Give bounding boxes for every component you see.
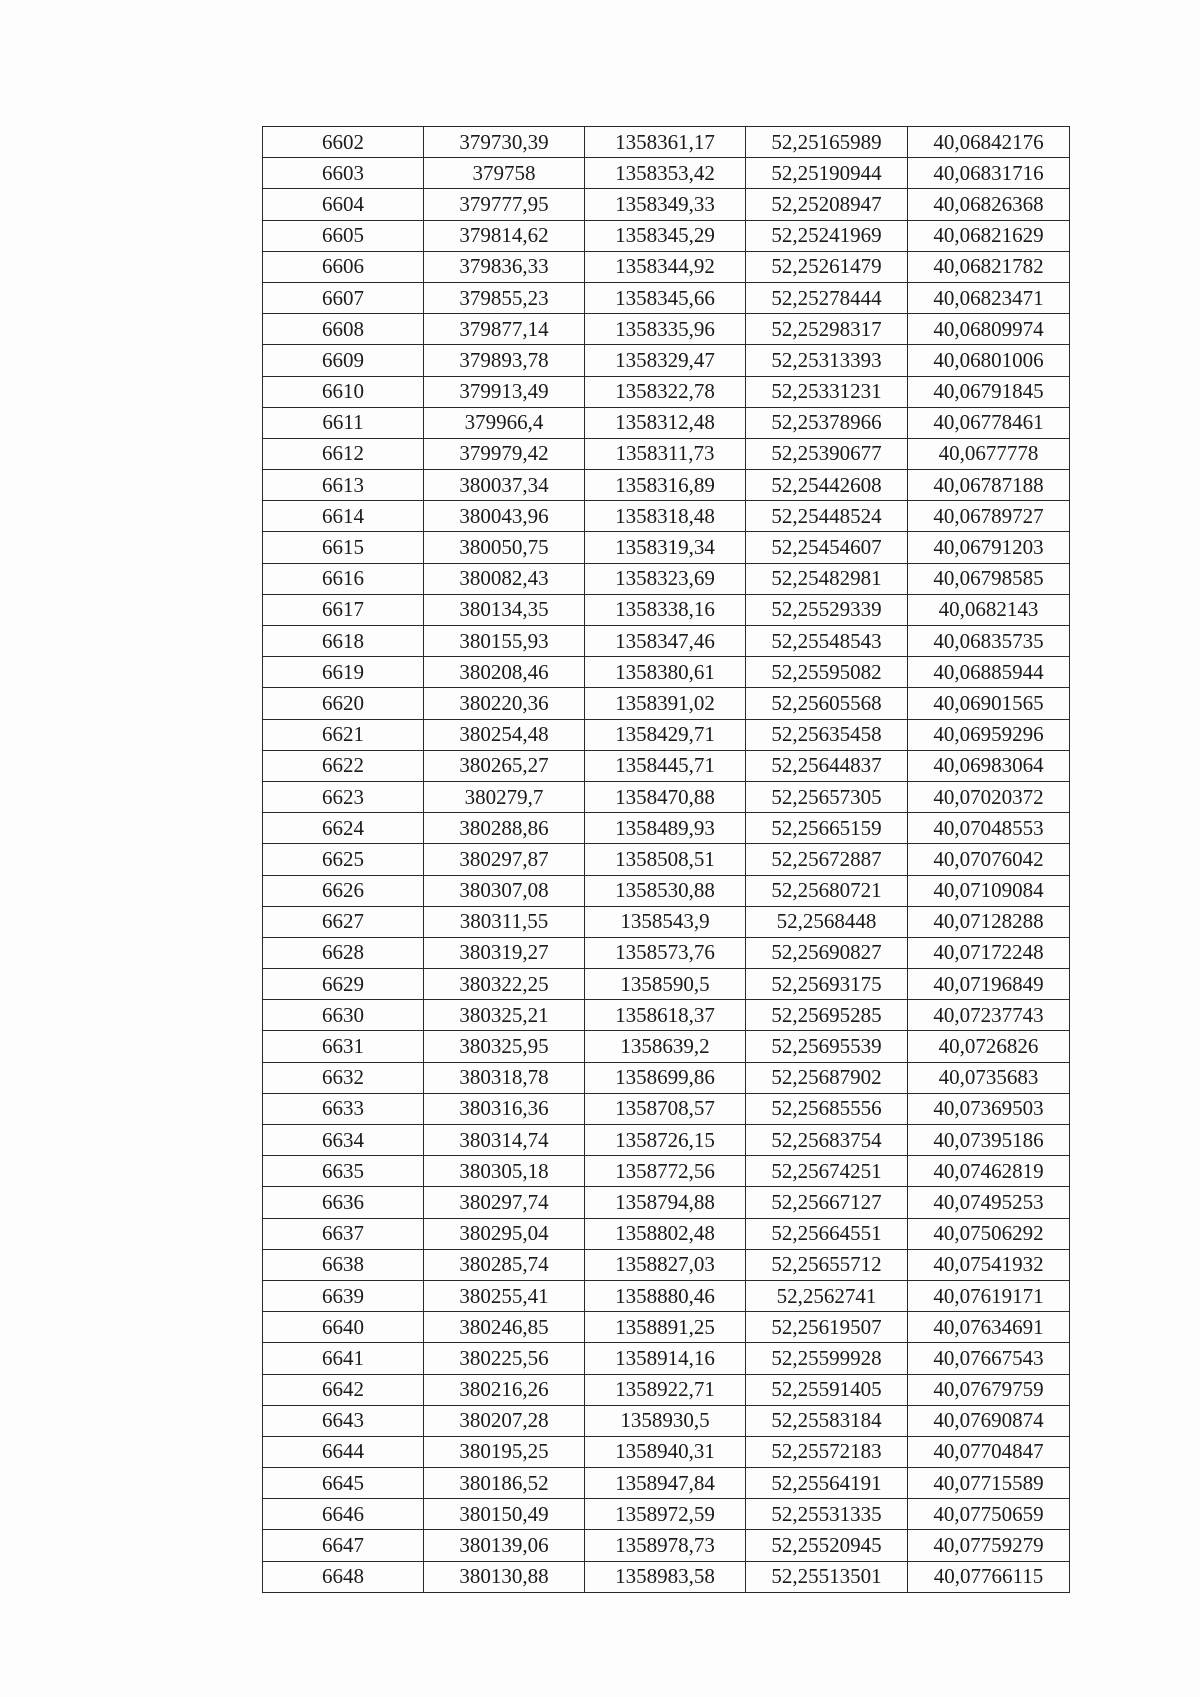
- table-cell: 1358947,84: [585, 1468, 746, 1499]
- table-cell: 6648: [263, 1561, 424, 1592]
- table-cell: 1358345,29: [585, 220, 746, 251]
- table-row: [263, 1436, 1070, 1467]
- table-cell: 6630: [263, 1000, 424, 1031]
- table-row: [263, 844, 1070, 875]
- table-cell: 1358319,34: [585, 532, 746, 563]
- table-cell: 52,25529339: [746, 594, 908, 625]
- table-cell: 379730,39: [424, 127, 585, 158]
- table-cell: 40,07048553: [908, 813, 1070, 844]
- table-cell: 380037,34: [424, 470, 585, 501]
- table-cell: 380279,7: [424, 781, 585, 812]
- table-cell: 40,07196849: [908, 969, 1070, 1000]
- table-cell: 1358699,86: [585, 1062, 746, 1093]
- table-cell: 380208,46: [424, 657, 585, 688]
- table-cell: 1358530,88: [585, 875, 746, 906]
- table-cell: 6626: [263, 875, 424, 906]
- table-row: [263, 251, 1070, 282]
- table-cell: 40,07020372: [908, 781, 1070, 812]
- table-row: [263, 1499, 1070, 1530]
- table-cell: 379979,42: [424, 438, 585, 469]
- table-cell: 380246,85: [424, 1312, 585, 1343]
- table-cell: 1358344,92: [585, 251, 746, 282]
- table-cell: 379855,23: [424, 282, 585, 313]
- table-cell: 6625: [263, 844, 424, 875]
- table-cell: 1358335,96: [585, 314, 746, 345]
- table-cell: 6619: [263, 657, 424, 688]
- table-cell: 1358880,46: [585, 1280, 746, 1311]
- table-row: [263, 906, 1070, 937]
- table-cell: 52,25298317: [746, 314, 908, 345]
- table-row: [263, 563, 1070, 594]
- table-row: [263, 127, 1070, 158]
- table-row: [263, 781, 1070, 812]
- table-cell: 1358329,47: [585, 345, 746, 376]
- table-cell: 40,07128288: [908, 906, 1070, 937]
- table-cell: 379758: [424, 158, 585, 189]
- table-cell: 40,07237743: [908, 1000, 1070, 1031]
- table-cell: 380288,86: [424, 813, 585, 844]
- table-cell: 1358353,42: [585, 158, 746, 189]
- table-cell: 380195,25: [424, 1436, 585, 1467]
- table-row: [263, 438, 1070, 469]
- table-cell: 6613: [263, 470, 424, 501]
- table-cell: 380225,56: [424, 1343, 585, 1374]
- table-cell: 1358930,5: [585, 1405, 746, 1436]
- table-row: [263, 750, 1070, 781]
- table-row: [263, 626, 1070, 657]
- table-cell: 380207,28: [424, 1405, 585, 1436]
- table-cell: 40,0735683: [908, 1062, 1070, 1093]
- table-cell: 6622: [263, 750, 424, 781]
- table-cell: 6645: [263, 1468, 424, 1499]
- table-cell: 6644: [263, 1436, 424, 1467]
- table-cell: 6617: [263, 594, 424, 625]
- table-cell: 6605: [263, 220, 424, 251]
- table-cell: 40,06821629: [908, 220, 1070, 251]
- table-cell: 52,25564191: [746, 1468, 908, 1499]
- table-cell: 52,25695539: [746, 1031, 908, 1062]
- table-cell: 52,25520945: [746, 1530, 908, 1561]
- table-cell: 40,07495253: [908, 1187, 1070, 1218]
- table-cell: 40,07704847: [908, 1436, 1070, 1467]
- table-row: [263, 1405, 1070, 1436]
- table-row: [263, 158, 1070, 189]
- table-row: [263, 220, 1070, 251]
- table-cell: 379966,4: [424, 407, 585, 438]
- table-cell: 1358590,5: [585, 969, 746, 1000]
- table-cell: 1358318,48: [585, 501, 746, 532]
- table-cell: 1358618,37: [585, 1000, 746, 1031]
- coordinates-table: [262, 126, 1070, 1593]
- table-cell: 1358543,9: [585, 906, 746, 937]
- table-cell: 1358429,71: [585, 719, 746, 750]
- table-row: [263, 470, 1070, 501]
- table-cell: 6629: [263, 969, 424, 1000]
- table-cell: 379893,78: [424, 345, 585, 376]
- table-cell: 52,25331231: [746, 376, 908, 407]
- table-cell: 52,25313393: [746, 345, 908, 376]
- table-cell: 52,25591405: [746, 1374, 908, 1405]
- table-cell: 52,25644837: [746, 750, 908, 781]
- table-row: [263, 1218, 1070, 1249]
- table-cell: 1358347,46: [585, 626, 746, 657]
- table-cell: 1358312,48: [585, 407, 746, 438]
- table-cell: 6642: [263, 1374, 424, 1405]
- table-cell: 52,25190944: [746, 158, 908, 189]
- table-cell: 52,25665159: [746, 813, 908, 844]
- table-cell: 52,25657305: [746, 781, 908, 812]
- table-cell: 6610: [263, 376, 424, 407]
- table-row: [263, 314, 1070, 345]
- table-cell: 1358891,25: [585, 1312, 746, 1343]
- table-cell: 6633: [263, 1093, 424, 1124]
- table-cell: 1358573,76: [585, 937, 746, 968]
- table-row: [263, 657, 1070, 688]
- table-row: [263, 1249, 1070, 1280]
- table-cell: 40,06983064: [908, 750, 1070, 781]
- table-cell: 379877,14: [424, 314, 585, 345]
- table-cell: 52,25572183: [746, 1436, 908, 1467]
- table-cell: 52,25531335: [746, 1499, 908, 1530]
- table-row: [263, 345, 1070, 376]
- table-cell: 40,06842176: [908, 127, 1070, 158]
- table-cell: 6604: [263, 189, 424, 220]
- table-cell: 40,07506292: [908, 1218, 1070, 1249]
- table-cell: 52,25690827: [746, 937, 908, 968]
- table-cell: 1358978,73: [585, 1530, 746, 1561]
- table-row: [263, 594, 1070, 625]
- table-row: [263, 719, 1070, 750]
- table-cell: 1358972,59: [585, 1499, 746, 1530]
- table-row: [263, 1031, 1070, 1062]
- table-cell: 6643: [263, 1405, 424, 1436]
- table-cell: 52,25482981: [746, 563, 908, 594]
- table-cell: 52,25605568: [746, 688, 908, 719]
- table-cell: 52,25208947: [746, 189, 908, 220]
- table-row: [263, 1468, 1070, 1499]
- table-cell: 40,07369503: [908, 1093, 1070, 1124]
- table-cell: 1358940,31: [585, 1436, 746, 1467]
- table-row: [263, 1125, 1070, 1156]
- table-cell: 380134,35: [424, 594, 585, 625]
- table-cell: 52,25680721: [746, 875, 908, 906]
- table-cell: 1358322,78: [585, 376, 746, 407]
- table-cell: 52,25595082: [746, 657, 908, 688]
- table-cell: 380297,74: [424, 1187, 585, 1218]
- table-row: [263, 282, 1070, 313]
- table-row: [263, 813, 1070, 844]
- table-cell: 380255,41: [424, 1280, 585, 1311]
- table-cell: 52,25687902: [746, 1062, 908, 1093]
- table-cell: 6620: [263, 688, 424, 719]
- table-cell: 1358794,88: [585, 1187, 746, 1218]
- table-cell: 6621: [263, 719, 424, 750]
- table-cell: 380150,49: [424, 1499, 585, 1530]
- table-cell: 40,07541932: [908, 1249, 1070, 1280]
- table-row: [263, 1280, 1070, 1311]
- table-cell: 40,07667543: [908, 1343, 1070, 1374]
- table-cell: 380130,88: [424, 1561, 585, 1592]
- table-cell: 6647: [263, 1530, 424, 1561]
- table-row: [263, 875, 1070, 906]
- table-cell: 52,25165989: [746, 127, 908, 158]
- table-cell: 40,06778461: [908, 407, 1070, 438]
- table-cell: 1358391,02: [585, 688, 746, 719]
- table-cell: 6646: [263, 1499, 424, 1530]
- table-cell: 6609: [263, 345, 424, 376]
- table-cell: 52,25693175: [746, 969, 908, 1000]
- table-cell: 1358311,73: [585, 438, 746, 469]
- table-row: [263, 1187, 1070, 1218]
- table-cell: 6627: [263, 906, 424, 937]
- table-cell: 379814,62: [424, 220, 585, 251]
- table-cell: 40,06789727: [908, 501, 1070, 532]
- table-cell: 1358323,69: [585, 563, 746, 594]
- table-row: [263, 1000, 1070, 1031]
- table-cell: 40,06885944: [908, 657, 1070, 688]
- table-cell: 40,06835735: [908, 626, 1070, 657]
- table-cell: 380186,52: [424, 1468, 585, 1499]
- table-cell: 40,06801006: [908, 345, 1070, 376]
- table-cell: 52,25672887: [746, 844, 908, 875]
- table-cell: 6606: [263, 251, 424, 282]
- table-cell: 6639: [263, 1280, 424, 1311]
- table-cell: 40,07759279: [908, 1530, 1070, 1561]
- table-cell: 380322,25: [424, 969, 585, 1000]
- table-cell: 40,06798585: [908, 563, 1070, 594]
- table-cell: 1358914,16: [585, 1343, 746, 1374]
- table-cell: 1358361,17: [585, 127, 746, 158]
- table-cell: 379836,33: [424, 251, 585, 282]
- table-row: [263, 376, 1070, 407]
- table-cell: 52,25619507: [746, 1312, 908, 1343]
- table-cell: 6611: [263, 407, 424, 438]
- table-cell: 380220,36: [424, 688, 585, 719]
- table-cell: 380050,75: [424, 532, 585, 563]
- table-row: [263, 969, 1070, 1000]
- table-row: [263, 1156, 1070, 1187]
- table-row: [263, 1561, 1070, 1592]
- table-cell: 380311,55: [424, 906, 585, 937]
- table-cell: 40,06901565: [908, 688, 1070, 719]
- table-cell: 6608: [263, 314, 424, 345]
- table-cell: 380082,43: [424, 563, 585, 594]
- table-cell: 1358489,93: [585, 813, 746, 844]
- table-cell: 1358983,58: [585, 1561, 746, 1592]
- table-cell: 380155,93: [424, 626, 585, 657]
- table-cell: 40,06826368: [908, 189, 1070, 220]
- table-cell: 40,07690874: [908, 1405, 1070, 1436]
- table-cell: 380325,95: [424, 1031, 585, 1062]
- table-cell: 1358508,51: [585, 844, 746, 875]
- table-cell: 40,0677778: [908, 438, 1070, 469]
- table-cell: 6612: [263, 438, 424, 469]
- table-cell: 6623: [263, 781, 424, 812]
- table-row: [263, 1093, 1070, 1124]
- table-cell: 1358922,71: [585, 1374, 746, 1405]
- table-row: [263, 688, 1070, 719]
- table-cell: 52,25261479: [746, 251, 908, 282]
- table-cell: 380325,21: [424, 1000, 585, 1031]
- table-cell: 6634: [263, 1125, 424, 1156]
- table-cell: 6624: [263, 813, 424, 844]
- table-cell: 380139,06: [424, 1530, 585, 1561]
- table-cell: 6641: [263, 1343, 424, 1374]
- table-cell: 52,25685556: [746, 1093, 908, 1124]
- table-cell: 52,25667127: [746, 1187, 908, 1218]
- table-cell: 40,07076042: [908, 844, 1070, 875]
- table-cell: 380307,08: [424, 875, 585, 906]
- table-cell: 6616: [263, 563, 424, 594]
- table-cell: 380043,96: [424, 501, 585, 532]
- table-cell: 52,25548543: [746, 626, 908, 657]
- coordinates-table-body: [263, 127, 1070, 1593]
- table-row: [263, 407, 1070, 438]
- table-cell: 40,07766115: [908, 1561, 1070, 1592]
- table-cell: 1358827,03: [585, 1249, 746, 1280]
- table-cell: 52,25513501: [746, 1561, 908, 1592]
- table-cell: 52,25655712: [746, 1249, 908, 1280]
- table-cell: 52,25378966: [746, 407, 908, 438]
- table-cell: 380254,48: [424, 719, 585, 750]
- table-cell: 40,07109084: [908, 875, 1070, 906]
- table-cell: 380216,26: [424, 1374, 585, 1405]
- table-cell: 6636: [263, 1187, 424, 1218]
- table-cell: 1358316,89: [585, 470, 746, 501]
- table-cell: 52,25278444: [746, 282, 908, 313]
- table-cell: 6631: [263, 1031, 424, 1062]
- table-cell: 6618: [263, 626, 424, 657]
- table-cell: 52,2562741: [746, 1280, 908, 1311]
- table-cell: 380314,74: [424, 1125, 585, 1156]
- table-cell: 40,06831716: [908, 158, 1070, 189]
- table-cell: 6632: [263, 1062, 424, 1093]
- table-cell: 52,25664551: [746, 1218, 908, 1249]
- table-row: [263, 532, 1070, 563]
- table-cell: 1358338,16: [585, 594, 746, 625]
- table-cell: 6640: [263, 1312, 424, 1343]
- table-row: [263, 937, 1070, 968]
- table-cell: 52,25695285: [746, 1000, 908, 1031]
- table-cell: 40,07634691: [908, 1312, 1070, 1343]
- table-cell: 40,0682143: [908, 594, 1070, 625]
- table-cell: 52,2568448: [746, 906, 908, 937]
- table-cell: 1358470,88: [585, 781, 746, 812]
- table-cell: 1358380,61: [585, 657, 746, 688]
- table-cell: 52,25241969: [746, 220, 908, 251]
- table-cell: 40,06821782: [908, 251, 1070, 282]
- table-cell: 52,25442608: [746, 470, 908, 501]
- table-cell: 52,25599928: [746, 1343, 908, 1374]
- table-cell: 380316,36: [424, 1093, 585, 1124]
- table-cell: 6628: [263, 937, 424, 968]
- table-cell: 1358802,48: [585, 1218, 746, 1249]
- table-cell: 6602: [263, 127, 424, 158]
- table-cell: 380265,27: [424, 750, 585, 781]
- table-cell: 1358639,2: [585, 1031, 746, 1062]
- table-cell: 40,06791845: [908, 376, 1070, 407]
- table-cell: 6637: [263, 1218, 424, 1249]
- table-cell: 40,07462819: [908, 1156, 1070, 1187]
- table-cell: 380285,74: [424, 1249, 585, 1280]
- table-cell: 6607: [263, 282, 424, 313]
- table-cell: 1358445,71: [585, 750, 746, 781]
- table-cell: 1358349,33: [585, 189, 746, 220]
- table-cell: 40,06787188: [908, 470, 1070, 501]
- table-row: [263, 1062, 1070, 1093]
- table-cell: 52,25674251: [746, 1156, 908, 1187]
- table-cell: 40,07395186: [908, 1125, 1070, 1156]
- table-row: [263, 1530, 1070, 1561]
- table-row: [263, 1343, 1070, 1374]
- table-row: [263, 501, 1070, 532]
- table-row: [263, 189, 1070, 220]
- table-row: [263, 1312, 1070, 1343]
- table-row: [263, 1374, 1070, 1405]
- table-cell: 40,07679759: [908, 1374, 1070, 1405]
- table-cell: 380295,04: [424, 1218, 585, 1249]
- table-cell: 6638: [263, 1249, 424, 1280]
- table-cell: 1358772,56: [585, 1156, 746, 1187]
- table-cell: 52,25683754: [746, 1125, 908, 1156]
- table-cell: 40,07750659: [908, 1499, 1070, 1530]
- table-cell: 52,25635458: [746, 719, 908, 750]
- table-cell: 6615: [263, 532, 424, 563]
- table-cell: 40,07172248: [908, 937, 1070, 968]
- table-cell: 52,25583184: [746, 1405, 908, 1436]
- table-cell: 380319,27: [424, 937, 585, 968]
- table-cell: 40,0726826: [908, 1031, 1070, 1062]
- table-cell: 40,06823471: [908, 282, 1070, 313]
- table-cell: 379777,95: [424, 189, 585, 220]
- table-cell: 6603: [263, 158, 424, 189]
- table-cell: 52,25454607: [746, 532, 908, 563]
- table-cell: 1358726,15: [585, 1125, 746, 1156]
- table-cell: 40,06791203: [908, 532, 1070, 563]
- table-cell: 380305,18: [424, 1156, 585, 1187]
- table-cell: 380297,87: [424, 844, 585, 875]
- table-cell: 380318,78: [424, 1062, 585, 1093]
- table-cell: 40,06809974: [908, 314, 1070, 345]
- table-cell: 40,07619171: [908, 1280, 1070, 1311]
- table-cell: 379913,49: [424, 376, 585, 407]
- table-cell: 6635: [263, 1156, 424, 1187]
- table-cell: 1358345,66: [585, 282, 746, 313]
- table-cell: 6614: [263, 501, 424, 532]
- table-cell: 52,25390677: [746, 438, 908, 469]
- table-cell: 52,25448524: [746, 501, 908, 532]
- table-cell: 40,07715589: [908, 1468, 1070, 1499]
- table-cell: 40,06959296: [908, 719, 1070, 750]
- table-cell: 1358708,57: [585, 1093, 746, 1124]
